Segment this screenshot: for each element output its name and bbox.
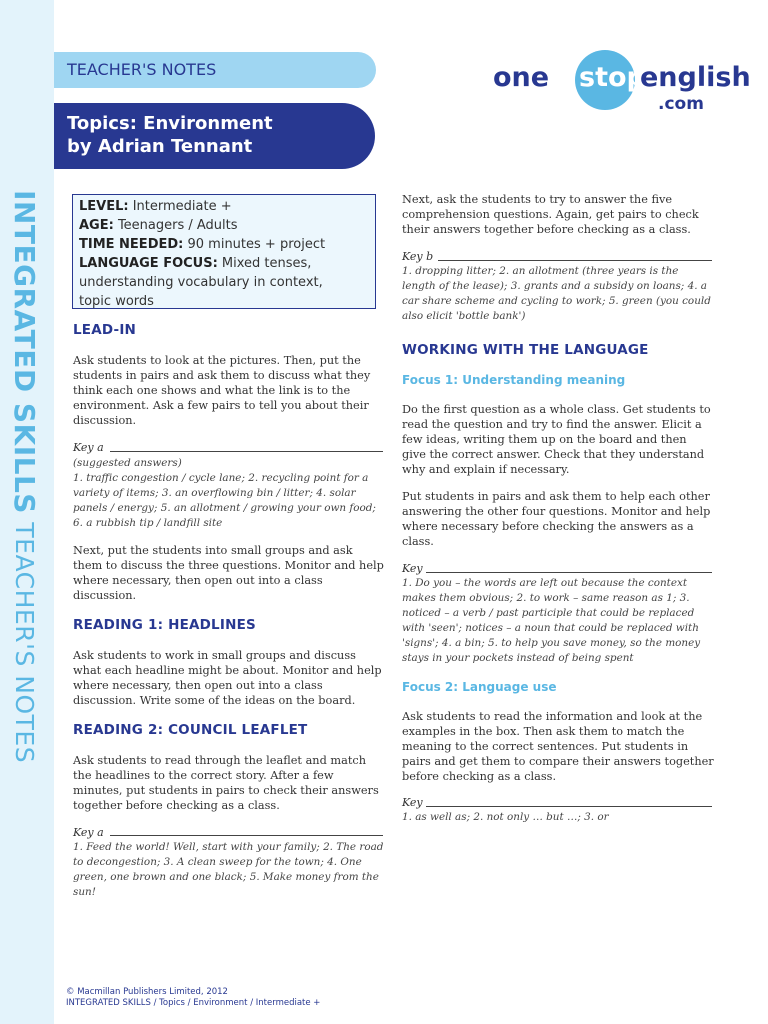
logo-word-one: one [493, 62, 550, 93]
level-row [79, 197, 369, 216]
teachers-notes-label: TEACHER'S NOTES [67, 60, 217, 79]
key-focus1-answers: 1. Do you – the words are left out because the context makes them obvious; 2. to work – same reason as 1; 3. noticed – a verb / past participle that could be replaced with 'seen'; notices – a noun that could be replaced with 'signs'; 4. a bin; 5. to help you save money, so the money stays in your pockets instead of being spent [402, 577, 701, 664]
focus-value-1: Mixed tenses, [217, 256, 312, 271]
key-a2-rule [110, 835, 383, 836]
logo-word-stop: stop [579, 62, 646, 93]
focus2-paragraph: Ask students to read the information and look at the examples in the box. Then ask them to match the meaning to the correct sentences. Put students in pairs and get them to compare their answers together before checking as a class. [402, 710, 714, 783]
onestopenglish-logo [490, 50, 751, 118]
key-a-answers: (suggested answers) 1. traffic congestion / cycle lane; 2. recycling point for a variety of items; 3. an overflowing bin / litter; 4. solar panels / energy; 5. an allotment / growing your own food; 6. a rubbish tip / landfill site [73, 457, 376, 529]
page-title: Topics: Environment [67, 113, 273, 134]
footer-breadcrumb: INTEGRATED SKILLS / Topics / Environment / Intermediate + [66, 998, 321, 1008]
sidebar-title-strong: INTEGRATED SKILLS [8, 190, 41, 514]
time-label: TIME NEEDED: [79, 237, 184, 252]
focus-value-3: topic words [79, 294, 154, 309]
footer-copyright: © Macmillan Publishers Limited, 2012 [66, 987, 228, 997]
key-focus2-rule [426, 806, 712, 807]
level-label: LEVEL: [79, 199, 129, 214]
lesson-info-box [72, 194, 376, 309]
time-row [79, 235, 369, 254]
focus-row [79, 254, 369, 273]
leadin-paragraph: Ask students to look at the pictures. Then, put the students in pairs and ask them to discuss what they think each one shows and what the link is to the environment. Ask a few pairs to tell you about their discussion. [73, 354, 371, 427]
focus2-heading: Focus 2: Language use [402, 680, 557, 694]
key-b-answers: 1. dropping litter; 2. an allotment (three years is the length of the lease); 3. grants and a subsidy on loans; 4. a car share scheme and cycling to work; 5. green (you could also elicit 'bottle bank') [402, 265, 711, 322]
focus1-paragraph-2: Put students in pairs and ask them to help each other answering the other four questions. Monitor and help where necessary before checking the answers as a class. [402, 490, 711, 548]
focus1-paragraph-1: Do the first question as a whole class. Get students to read the question and try to find the answer. Elicit a few ideas, writing them up on the board and then give the correct answer. Check that they understand why and explain if necessary. [402, 403, 711, 476]
age-row [79, 216, 369, 235]
age-value: Teenagers / Adults [113, 218, 238, 233]
key-a2-label: Key a [73, 826, 104, 839]
reading2-heading: READING 2: COUNCIL LEAFLET [73, 722, 308, 738]
focus-value-2: understanding vocabulary in context, [79, 275, 323, 290]
page-author: by Adrian Tennant [67, 136, 253, 157]
key-b-rule [438, 260, 712, 261]
key-b-label: Key b [402, 250, 434, 263]
key-focus2-label: Key [402, 796, 423, 809]
focus1-heading: Focus 1: Understanding meaning [402, 373, 626, 387]
working-with-language-heading: WORKING WITH THE LANGUAGE [402, 342, 649, 358]
key-focus2-answers: 1. as well as; 2. not only … but …; 3. or [402, 811, 609, 823]
reading2-paragraph: Ask students to read through the leaflet and match the headlines to the correct story. After a few minutes, put students in pairs to check their answers together before checking as a class. [73, 754, 379, 812]
sidebar-title-light: TEACHER'S NOTES [10, 513, 39, 764]
age-label: AGE: [79, 218, 114, 233]
time-value: 90 minutes + project [183, 237, 326, 252]
sidebar-vertical-title [4, 190, 44, 763]
reading1-heading: READING 1: HEADLINES [73, 617, 256, 633]
comprehension-paragraph: Next, ask the students to try to answer the five comprehension questions. Again, get pairs to check their answers together before checking as a class. [402, 193, 699, 236]
key-a-rule [110, 451, 383, 452]
logo-word-com: .com [658, 94, 704, 114]
focus-label: LANGUAGE FOCUS: [79, 256, 218, 271]
sidebar [0, 0, 54, 1024]
key-a2-answers: 1. Feed the world! Well, start with your family; 2. The road to decongestion; 3. A clean sweep for the town; 4. One green, one brown and one black; 5. Make money from the sun! [73, 841, 384, 898]
key-focus1-rule [426, 572, 712, 573]
leadin-paragraph-2: Next, put the students into small groups and ask them to discuss the three questions. Monitor and help where necessary, then open out into a class discussion. [73, 544, 384, 602]
title-banner [54, 103, 375, 169]
reading1-paragraph: Ask students to work in small groups and discuss what each headline might be about. Monitor and help where necessary, then open out into a class discussion. Write some of the ideas on the board. [73, 649, 382, 707]
key-a-label: Key a [73, 441, 104, 454]
key-focus1-label: Key [402, 562, 423, 575]
level-value: Intermediate + [128, 199, 232, 214]
teachers-notes-banner [54, 52, 376, 88]
leadin-heading: LEAD-IN [73, 322, 137, 338]
logo-word-english: english [640, 62, 751, 93]
